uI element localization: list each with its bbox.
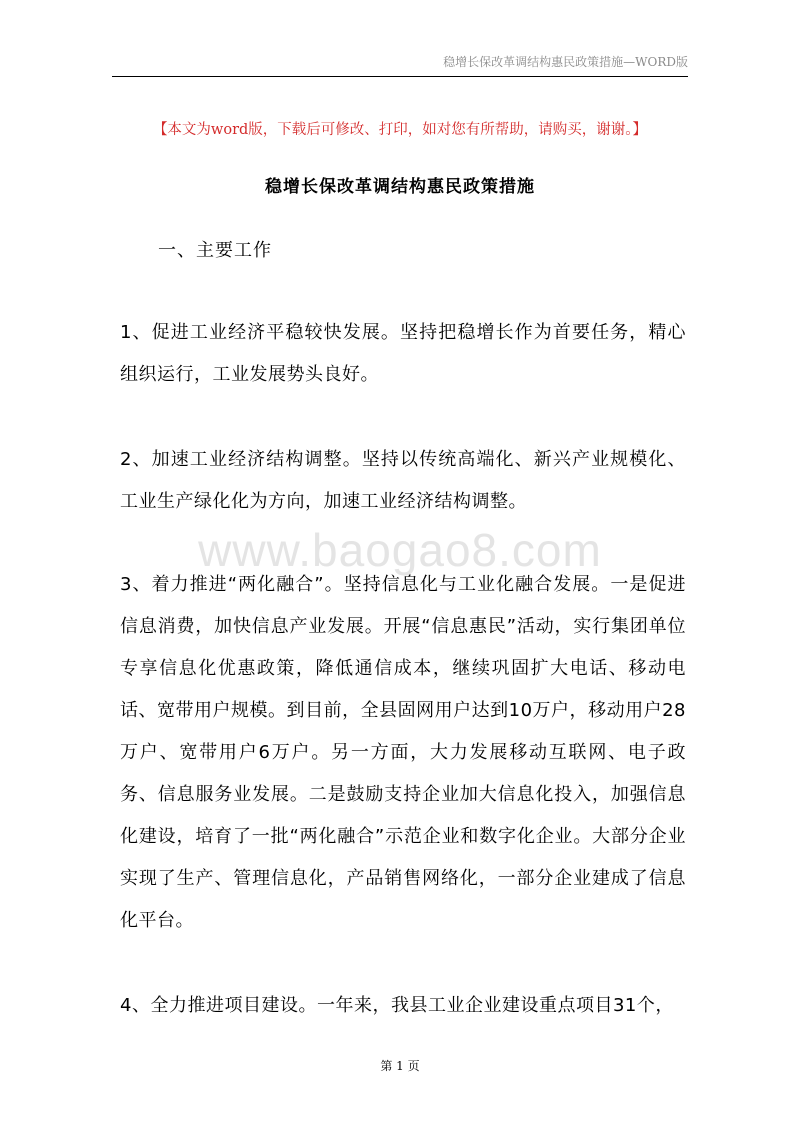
section-heading: 一、主要工作: [158, 240, 272, 261]
paragraph-1: 1、促进工业经济平稳较快发展。坚持把稳增长作为首要任务，精心组织运行，工业发展势头良好。: [120, 322, 686, 385]
watermark: www.baogao8.com: [198, 524, 602, 576]
document-title: 稳增长保改革调结构惠民政策措施: [265, 177, 535, 197]
download-notice: 【本文为word版，下载后可修改、打印，如对您有所帮助，请购买，谢谢。】: [152, 122, 648, 138]
page-header: [112, 54, 688, 77]
paragraph-2: 2、加速工业经济结构调整。坚持以传统高端化、新兴产业规模化、工业生产绿化化为方向，加速工业经济结构调整。: [120, 449, 686, 512]
paragraph-4: 4、全力推进项目建设。一年来，我县工业企业建设重点项目31个，: [120, 995, 674, 1016]
paragraph-3: 3、着力推进“两化融合”。坚持信息化与工业化融合发展。一是促进信息消费，加快信息产业发展。开展“信息惠民”活动，实行集团单位专享信息化优惠政策，降低通信成本，继续巩固扩大电话、移动电话、宽带用户规模。到目前，全县固网用户达到10万户，移动用户28万户、宽带用户6万户。另一方面，大力发展移动互联网、电子政务、信息服务业发展。二是鼓励支持企业加大信息化投入，加强信息化建设，培育了一批“两化融合”示范企业和数字化企业。大部分企业实现了生产、管理信息化，产品销售网络化，一部分企业建成了信息化平台。: [120, 574, 686, 931]
page-number: 第 1 页: [380, 1059, 420, 1073]
running-header-title: 稳增长保改革调结构惠民政策措施—WORD版: [443, 55, 688, 69]
